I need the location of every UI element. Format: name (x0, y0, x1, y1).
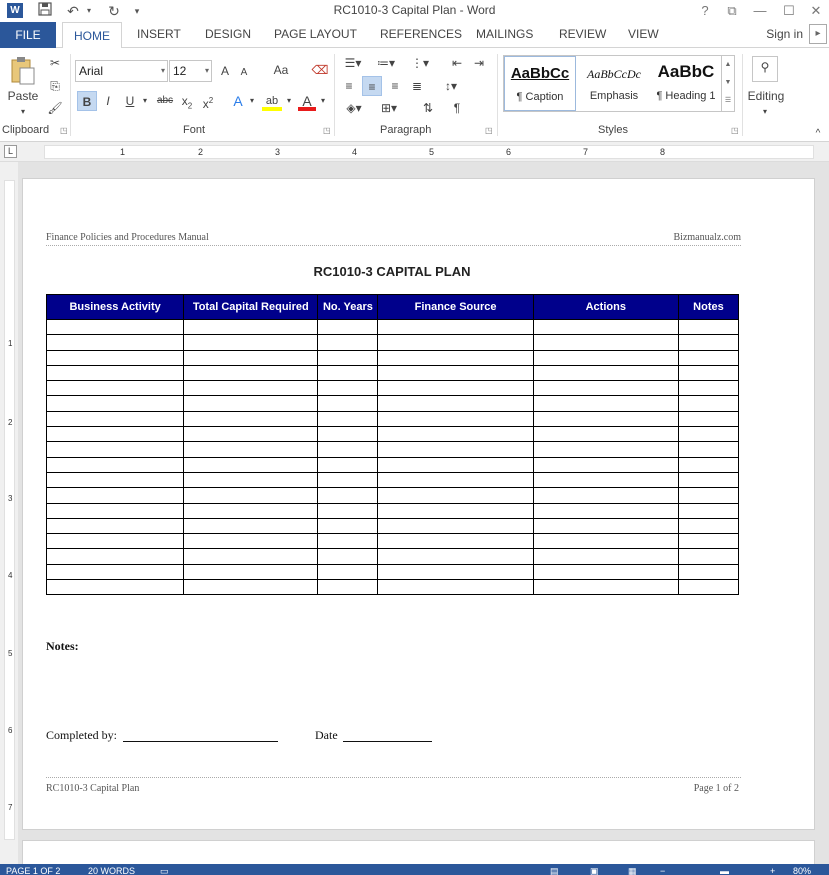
table-header: Notes (678, 295, 738, 320)
table-cell[interactable] (318, 488, 378, 503)
minimize-button[interactable]: — (753, 3, 767, 18)
table-cell[interactable] (378, 396, 533, 411)
table-cell[interactable] (318, 518, 378, 533)
tab-insert[interactable]: INSERT (137, 27, 181, 41)
table-row (47, 411, 739, 426)
table-cell[interactable] (318, 442, 378, 457)
horizontal-ruler[interactable] (0, 142, 829, 162)
ruler-number: 2 (8, 418, 13, 427)
find-binoculars-icon[interactable]: ⚲ (752, 56, 778, 82)
table-cell[interactable] (318, 335, 378, 350)
table-cell[interactable] (378, 518, 533, 533)
proofing-icon[interactable]: ▭ (160, 866, 169, 875)
table-cell[interactable] (318, 320, 378, 335)
style-name: ¶ Caption (516, 91, 564, 103)
table-cell[interactable] (678, 534, 738, 549)
table-cell[interactable] (378, 411, 533, 426)
table-cell[interactable] (47, 411, 184, 426)
table-cell[interactable] (47, 442, 184, 457)
table-cell[interactable] (678, 350, 738, 365)
table-cell[interactable] (318, 472, 378, 487)
header-divider (46, 245, 741, 246)
table-cell[interactable] (678, 503, 738, 518)
superscript-label: x (202, 97, 209, 111)
document-page-2[interactable] (22, 840, 815, 864)
styles-down-icon[interactable]: ▼ (724, 79, 732, 86)
vruler-body (4, 180, 15, 840)
word-app-icon[interactable]: W (7, 3, 23, 18)
table-cell[interactable] (678, 365, 738, 380)
table-row (47, 534, 739, 549)
table-header: Business Activity (47, 295, 184, 320)
table-row (47, 350, 739, 365)
justify-icon[interactable]: ≣ (411, 79, 423, 93)
table-row (47, 580, 739, 595)
paste-dropdown-icon[interactable]: ▾ (20, 107, 25, 116)
paragraph-launcher-icon[interactable]: ◳ (485, 126, 493, 135)
text-effects-dropdown-icon[interactable]: ▾ (249, 96, 254, 105)
table-cell[interactable] (318, 427, 378, 442)
table-cell[interactable] (47, 427, 184, 442)
table-cell[interactable] (184, 534, 318, 549)
ruler-number: 1 (120, 147, 126, 157)
underline-dropdown-icon[interactable]: ▾ (142, 96, 147, 105)
table-header: Actions (533, 295, 678, 320)
table-cell[interactable] (533, 457, 678, 472)
notes-label: Notes: (46, 639, 79, 653)
font-launcher-icon[interactable]: ◳ (323, 126, 331, 135)
table-cell[interactable] (533, 488, 678, 503)
web-layout-icon[interactable]: ▦ (628, 866, 637, 875)
table-cell[interactable] (47, 503, 184, 518)
table-cell[interactable] (533, 534, 678, 549)
table-cell[interactable] (678, 320, 738, 335)
table-cell[interactable] (318, 365, 378, 380)
style-sample: AaBbC (657, 62, 715, 81)
table-cell[interactable] (184, 549, 318, 564)
table-cell[interactable] (184, 472, 318, 487)
footer-left-text: RC1010-3 Capital Plan (46, 783, 140, 794)
table-row (47, 503, 739, 518)
date-label: Date (315, 728, 338, 742)
tab-mailings[interactable]: MAILINGS (476, 27, 534, 41)
table-row (47, 365, 739, 380)
tab-review[interactable]: REVIEW (559, 27, 607, 41)
table-row (47, 396, 739, 411)
font-family-select[interactable] (75, 60, 168, 82)
copy-icon[interactable]: ⎘ (50, 79, 60, 93)
table-cell[interactable] (378, 320, 533, 335)
date-line[interactable] (343, 741, 432, 742)
table-cell[interactable] (678, 457, 738, 472)
highlight-button[interactable]: ab (262, 91, 282, 111)
table-cell[interactable] (47, 472, 184, 487)
ruler-body (44, 145, 814, 159)
table-row (47, 472, 739, 487)
style-sample: AaBbCcDc (587, 67, 641, 81)
table-cell[interactable] (47, 564, 184, 579)
font-size-value: 12 (173, 64, 187, 78)
table-header: Finance Source (378, 295, 533, 320)
tab-design[interactable]: DESIGN (205, 27, 252, 41)
table-cell[interactable] (184, 396, 318, 411)
editing-button[interactable]: Editing (747, 89, 785, 103)
table-cell[interactable] (678, 488, 738, 503)
table-cell[interactable] (318, 564, 378, 579)
redo-icon[interactable]: ↻ (108, 3, 120, 19)
table-cell[interactable] (47, 518, 184, 533)
table-cell[interactable] (184, 335, 318, 350)
tab-home[interactable]: HOME (62, 22, 122, 49)
table-cell[interactable] (47, 381, 184, 396)
customize-qat-icon[interactable]: ▾ (134, 6, 140, 16)
table-cell[interactable] (378, 335, 533, 350)
table-row (47, 427, 739, 442)
table-cell[interactable] (184, 350, 318, 365)
document-page[interactable] (22, 178, 815, 830)
table-row (47, 549, 739, 564)
group-separator (334, 54, 335, 136)
table-cell[interactable] (378, 580, 533, 595)
ruler-number: 7 (583, 147, 589, 157)
text-effects-button[interactable]: A (233, 93, 243, 109)
table-cell[interactable] (533, 411, 678, 426)
table-header: No. Years (318, 295, 378, 320)
window-title: RC1010-3 Capital Plan - Word (333, 3, 496, 17)
table-cell[interactable] (678, 381, 738, 396)
table-row (47, 564, 739, 579)
decrease-indent-icon[interactable]: ⇤ (451, 56, 463, 70)
table-cell[interactable] (678, 442, 738, 457)
styles-gallery (503, 55, 735, 112)
sign-in-link[interactable]: Sign in (766, 27, 803, 41)
table-cell[interactable] (318, 457, 378, 472)
zoom-level[interactable]: 80% (793, 866, 812, 875)
tab-view[interactable]: VIEW (628, 27, 659, 41)
maximize-button[interactable]: ☐ (783, 3, 795, 18)
footer-right-text: Page 1 of 2 (693, 783, 739, 794)
table-header: Total Capital Required (184, 295, 318, 320)
ruler-number: 6 (506, 147, 512, 157)
increase-indent-icon[interactable]: ⇥ (473, 56, 485, 70)
numbering-icon[interactable]: ≔▾ (376, 56, 396, 70)
tab-file[interactable]: FILE (0, 22, 56, 48)
capital-plan-table[interactable] (46, 294, 739, 595)
header-right-text: Bizmanualz.com (673, 232, 741, 243)
table-cell[interactable] (378, 442, 533, 457)
table-row (47, 335, 739, 350)
table-cell[interactable] (533, 472, 678, 487)
table-cell[interactable] (533, 427, 678, 442)
document-area[interactable] (18, 162, 829, 864)
table-cell[interactable] (533, 518, 678, 533)
table-cell[interactable] (378, 427, 533, 442)
table-cell[interactable] (184, 320, 318, 335)
style-name: Emphasis (589, 90, 639, 102)
table-cell[interactable] (318, 411, 378, 426)
group-separator (497, 54, 498, 136)
table-cell[interactable] (533, 350, 678, 365)
table-cell[interactable] (533, 549, 678, 564)
subscript-button[interactable]: $x_2$ (181, 94, 193, 111)
styles-launcher-icon[interactable]: ◳ (731, 126, 739, 135)
table-cell[interactable] (47, 457, 184, 472)
footer-divider (46, 777, 741, 778)
table-cell[interactable] (378, 564, 533, 579)
editing-dropdown-icon[interactable]: ▾ (762, 107, 767, 116)
styles-up-icon[interactable]: ▲ (724, 61, 732, 68)
ruler-number: 7 (8, 803, 13, 812)
underline-button[interactable]: U (125, 94, 135, 108)
styles-more-icon[interactable]: ☰ (724, 97, 732, 104)
table-cell[interactable] (318, 350, 378, 365)
tab-selector[interactable]: L (4, 145, 17, 158)
paste-button[interactable]: Paste (7, 89, 39, 103)
table-cell[interactable] (318, 381, 378, 396)
align-right-icon[interactable]: ≡ (391, 79, 399, 93)
ruler-number: 4 (352, 147, 358, 157)
table-cell[interactable] (533, 442, 678, 457)
group-separator (742, 54, 743, 136)
table-cell[interactable] (378, 472, 533, 487)
ruler-number: 1 (8, 339, 13, 348)
table-cell[interactable] (184, 381, 318, 396)
ruler-number: 5 (429, 147, 435, 157)
table-cell[interactable] (378, 381, 533, 396)
table-row (47, 381, 739, 396)
table-cell[interactable] (184, 518, 318, 533)
subscript-label: x (181, 94, 188, 108)
clear-formatting-icon[interactable]: ⌫ (311, 63, 329, 77)
table-cell[interactable] (318, 503, 378, 518)
style-emphasis[interactable] (578, 56, 650, 111)
table-cell[interactable] (378, 503, 533, 518)
table-cell[interactable] (678, 564, 738, 579)
ruler-number: 6 (8, 726, 13, 735)
style-sample: AaBbCc (510, 65, 570, 82)
font-group-label: Font (183, 124, 206, 136)
table-cell[interactable] (678, 335, 738, 350)
table-cell[interactable] (378, 534, 533, 549)
table-cell[interactable] (47, 549, 184, 564)
align-center-icon[interactable]: ≡ (362, 76, 382, 96)
help-button[interactable]: ? (701, 3, 709, 18)
align-left-icon[interactable]: ≡ (345, 79, 353, 93)
bold-button[interactable]: B (77, 91, 97, 111)
table-body[interactable] (47, 320, 739, 595)
clipboard-launcher-icon[interactable]: ◳ (60, 126, 68, 135)
font-color-dropdown-icon[interactable]: ▾ (320, 96, 325, 105)
tab-references[interactable]: REFERENCES (380, 27, 463, 41)
ribbon-tab-bar (0, 22, 829, 48)
shading-icon[interactable]: ◈▾ (346, 101, 362, 115)
table-cell[interactable] (47, 320, 184, 335)
styles-scroll[interactable] (721, 56, 734, 111)
chevron-down-icon: ▾ (160, 66, 165, 75)
vertical-ruler[interactable] (0, 162, 18, 864)
table-cell[interactable] (378, 365, 533, 380)
table-cell[interactable] (47, 534, 184, 549)
table-cell[interactable] (533, 335, 678, 350)
clipboard-group-label: Clipboard (2, 124, 50, 136)
font-color-button[interactable]: A (298, 91, 316, 111)
table-cell[interactable] (533, 580, 678, 595)
change-case-button[interactable]: Aa (273, 63, 289, 77)
completed-by-label: Completed by: (46, 728, 117, 742)
bullets-icon[interactable]: ☰▾ (344, 56, 362, 70)
chevron-down-icon: ▾ (204, 66, 209, 75)
table-cell[interactable] (184, 457, 318, 472)
paragraph-group-label: Paragraph (380, 124, 432, 136)
table-cell[interactable] (533, 564, 678, 579)
style-caption[interactable] (504, 56, 576, 111)
font-family-value: Arial (79, 64, 104, 78)
table-cell[interactable] (678, 396, 738, 411)
status-bar (0, 864, 829, 875)
table-cell[interactable] (533, 396, 678, 411)
table-cell[interactable] (533, 320, 678, 335)
table-row (47, 442, 739, 457)
table-cell[interactable] (184, 365, 318, 380)
table-cell[interactable] (47, 580, 184, 595)
ruler-number: 2 (198, 147, 204, 157)
table-header-row (47, 295, 739, 320)
ruler-number: 4 (8, 571, 13, 580)
table-cell[interactable] (184, 488, 318, 503)
table-cell[interactable] (47, 365, 184, 380)
collapse-ribbon-icon[interactable]: ▸ (809, 24, 827, 44)
table-cell[interactable] (184, 564, 318, 579)
ribbon (0, 48, 829, 142)
table-cell[interactable] (678, 518, 738, 533)
format-painter-icon[interactable]: 🖌 (47, 101, 63, 115)
strikethrough-button[interactable]: abc (156, 95, 174, 106)
table-row (47, 518, 739, 533)
document-title: RC1010-3 CAPITAL PLAN (313, 264, 471, 279)
borders-icon[interactable]: ⊞▾ (380, 101, 398, 115)
zoom-in-icon[interactable]: + (770, 866, 776, 875)
ruler-number: 8 (660, 147, 666, 157)
table-cell[interactable] (678, 549, 738, 564)
read-mode-icon[interactable]: ▤ (550, 866, 559, 875)
close-button[interactable]: ✕ (810, 3, 822, 18)
print-layout-icon[interactable]: ▣ (590, 866, 599, 875)
table-cell[interactable] (318, 580, 378, 595)
table-cell[interactable] (47, 488, 184, 503)
table-cell[interactable] (533, 365, 678, 380)
font-size-select[interactable] (169, 60, 212, 82)
styles-group-label: Styles (598, 124, 628, 136)
style-name: ¶ Heading 1 (656, 90, 716, 102)
ruler-number: 3 (8, 494, 13, 503)
tab-page-layout[interactable]: PAGE LAYOUT (274, 27, 357, 41)
table-cell[interactable] (318, 534, 378, 549)
zoom-out-icon[interactable]: − (660, 866, 666, 875)
undo-dropdown-icon[interactable]: ▾ (86, 6, 91, 15)
table-cell[interactable] (678, 580, 738, 595)
cut-icon[interactable]: ✂ (49, 56, 61, 70)
group-separator (70, 54, 71, 136)
table-cell[interactable] (184, 442, 318, 457)
paste-icon[interactable] (10, 56, 36, 86)
page-count-status[interactable]: PAGE 1 OF 2 (6, 866, 61, 875)
table-cell[interactable] (378, 549, 533, 564)
style-heading-1[interactable] (650, 56, 722, 111)
ribbon-display-options-icon[interactable]: ⧉ (727, 3, 737, 18)
table-cell[interactable] (378, 488, 533, 503)
grow-font-button[interactable]: A (220, 64, 229, 78)
table-cell[interactable] (47, 396, 184, 411)
line-spacing-icon[interactable]: ↕▾ (444, 79, 458, 93)
table-cell[interactable] (678, 411, 738, 426)
table-cell[interactable] (184, 503, 318, 518)
collapse-ribbon-chevron-icon[interactable]: ^ (815, 128, 821, 139)
table-cell[interactable] (678, 472, 738, 487)
undo-icon[interactable]: ↶ (67, 3, 79, 19)
table-cell[interactable] (378, 350, 533, 365)
table-cell[interactable] (184, 427, 318, 442)
word-count-status[interactable]: 20 WORDS (88, 866, 136, 875)
ruler-number: 5 (8, 649, 13, 658)
completed-by-line[interactable] (123, 741, 278, 742)
table-cell[interactable] (533, 503, 678, 518)
multilevel-list-icon[interactable]: ⋮▾ (410, 56, 430, 70)
table-cell[interactable] (533, 381, 678, 396)
show-formatting-button[interactable]: ¶ (453, 101, 461, 115)
table-cell[interactable] (184, 580, 318, 595)
zoom-slider[interactable]: ▬ (720, 866, 729, 875)
table-cell[interactable] (47, 350, 184, 365)
table-cell[interactable] (318, 549, 378, 564)
table-cell[interactable] (318, 396, 378, 411)
table-cell[interactable] (47, 335, 184, 350)
table-row (47, 457, 739, 472)
sort-icon[interactable]: ⇅ (422, 101, 434, 115)
shrink-font-button[interactable]: A (240, 67, 248, 78)
italic-button[interactable]: I (106, 94, 110, 108)
table-row (47, 320, 739, 335)
ruler-number: 3 (275, 147, 281, 157)
title-bar (0, 0, 829, 22)
highlight-dropdown-icon[interactable]: ▾ (286, 96, 291, 105)
superscript-button[interactable]: $x^2$ (202, 96, 214, 111)
table-cell[interactable] (678, 427, 738, 442)
table-cell[interactable] (378, 457, 533, 472)
table-row (47, 488, 739, 503)
table-cell[interactable] (184, 411, 318, 426)
header-left-text: Finance Policies and Procedures Manual (46, 232, 209, 243)
